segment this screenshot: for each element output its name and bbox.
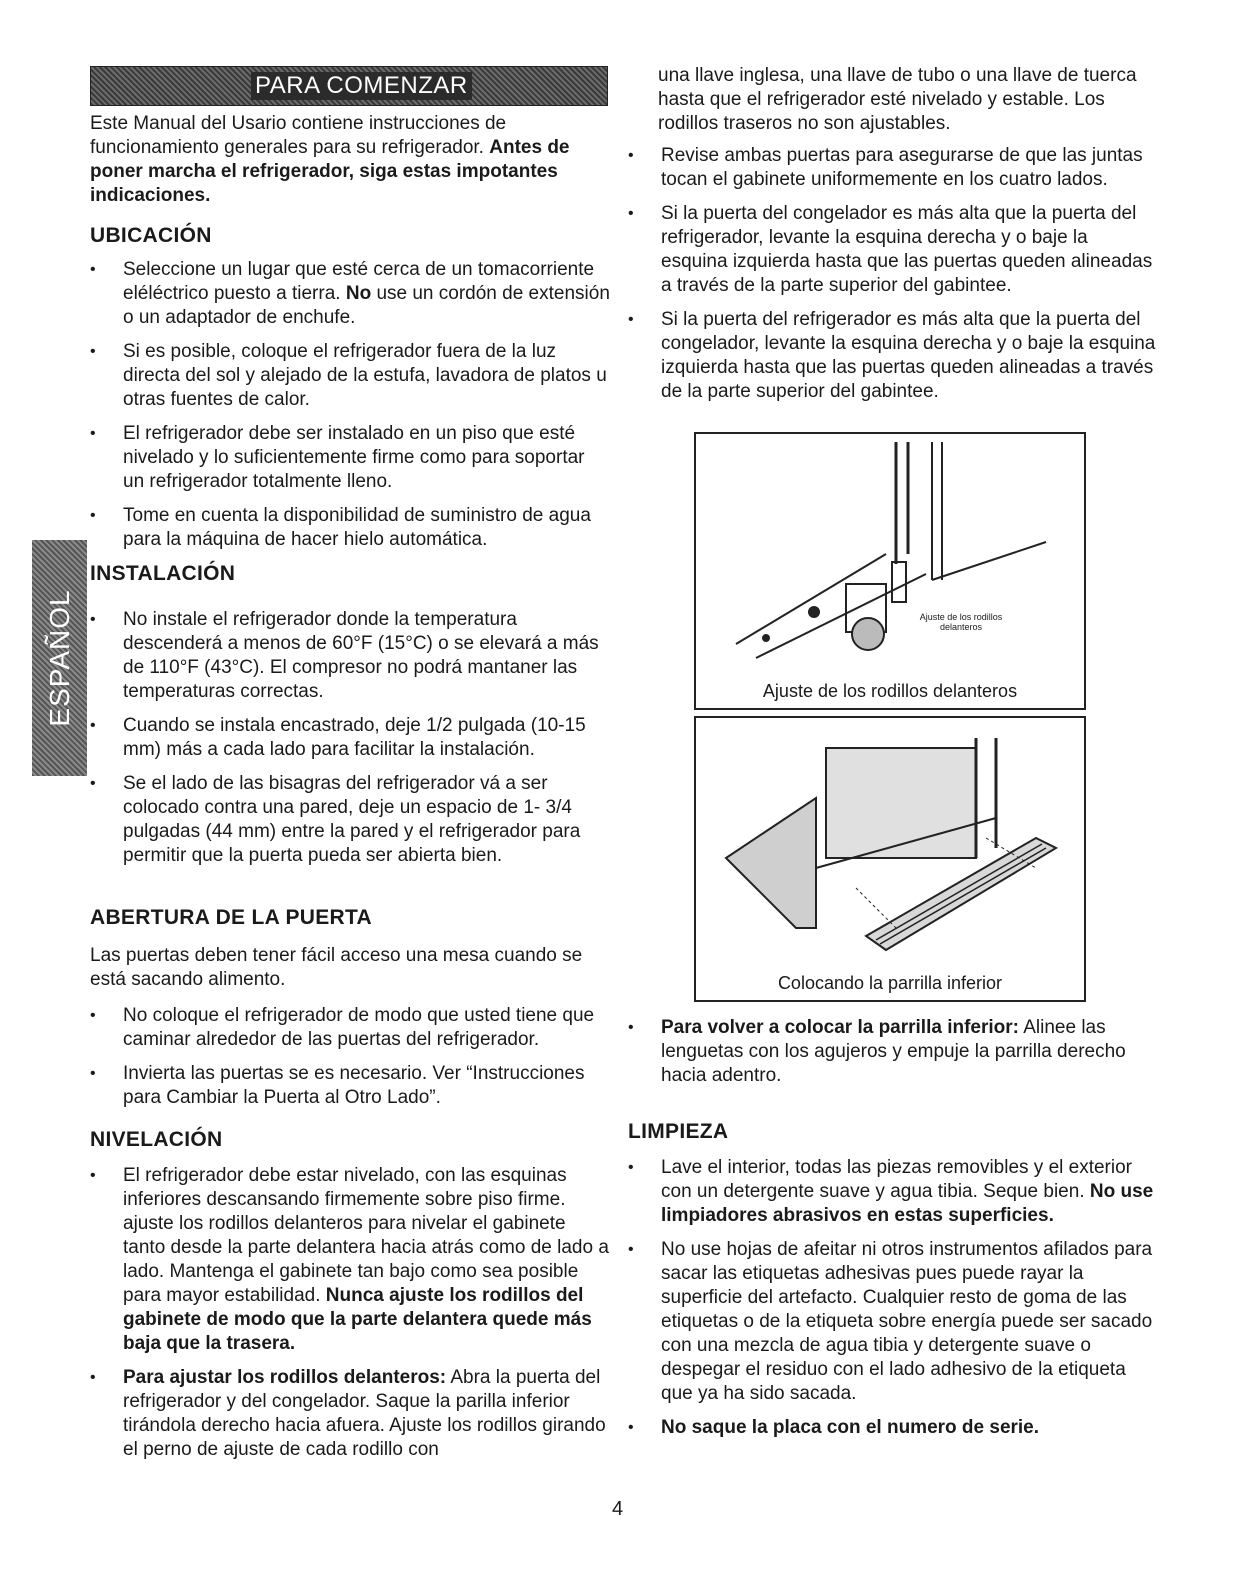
intro-text: Este Manual del Usario contiene instrucciones de funcionamiento generales para su refrigerador.	[90, 113, 507, 158]
list-item: • No use hojas de afeitar ni otros instrumentos afilados para sacar las etiquetas adhesivas pues puede rayar la superficie del artefacto. Cualquier resto de goma de las etiquetas o de la etiqueta sobre energía puede ser sacado con una mezcla de agua tibia y detergente suave o despegar el residuo con el lado adhesivo de la etiqueta que ya ha sido sacada.	[628, 1238, 1158, 1406]
list-item	[90, 340, 610, 412]
list-instalacion	[90, 608, 610, 878]
item-bold: No saque la placa con el numero de serie.	[661, 1417, 1040, 1438]
grille-illustration	[696, 718, 1084, 968]
list-right	[628, 144, 1158, 414]
abertura-paragraph: Las puertas deben tener fácil acceso una mesa cuando se está sacando alimento.	[90, 945, 583, 990]
item-text: Lave el interior, todas las piezas removibles y el exterior con un detergente suave y agua tibia. Seque bien.	[661, 1157, 1133, 1202]
list-item	[90, 504, 610, 552]
list-item: • Revise ambas puertas para asegurarse de que las juntas tocan el gabinete uniformemente en los cuatro lados.	[628, 144, 1158, 192]
intro-bold: Antes de poner marcha el refrigerador, siga estas impotantes indicaciones.	[90, 137, 570, 206]
figure2-caption: Colocando la parrilla inferior	[777, 973, 1003, 993]
rollers-illustration	[696, 434, 1084, 674]
continued-paragraph: una llave inglesa, una llave de tubo o una llave de tuerca hasta que el refrigerador esté nivelado y estable. Los rodillos traseros no son ajustables.	[658, 65, 1137, 134]
figure-rollers	[694, 432, 1086, 710]
item-text: Seleccione un lugar que esté cerca de un tomacorriente eléléctrico puesto a tierra.	[123, 259, 595, 304]
figure-grille	[694, 716, 1086, 1002]
item-text: Tome en cuenta la disponibilidad de suministro de agua para la máquina de hacer hielo automática.	[123, 505, 591, 550]
item-bold: No use limpiadores abrasivos en estas superficies.	[661, 1181, 1154, 1226]
item-bold: Para ajustar los rodillos delanteros:	[123, 1367, 447, 1388]
list-item	[90, 1366, 610, 1462]
list-nivelacion	[90, 1164, 610, 1472]
list-item: • Si la puerta del congelador es más alta que la puerta del refrigerador, levante la esquina derecha y o baje la esquina izquierda hasta que las puertas queden alineadas a través de la parte superior del gabintee.	[628, 202, 1158, 298]
language-side-tab	[32, 540, 87, 776]
list-item	[90, 422, 610, 494]
list-item	[628, 1156, 1158, 1228]
heading-nivelacion: NIVELACIÓN	[90, 1128, 223, 1151]
list-item: • Si la puerta del refrigerador es más alta que la puerta del congelador, levante la esquina derecha y o baje la esquina izquierda hasta que las puertas queden alineadas a través de la parte superior del gabintee.	[628, 308, 1158, 404]
item-text: Abra la puerta del refrigerador y del congelador. Saque la parilla inferior tirándola derecho hacia afuera. Ajuste los rodillos girando el perno de ajuste de cada rodillo con	[123, 1367, 606, 1460]
list-item	[90, 258, 610, 330]
banner-title: PARA COMENZAR	[251, 72, 472, 100]
list-item: • Cuando se instala encastrado, deje 1/2 pulgada (10-15 mm) más a cada lado para facilitar la instalación.	[90, 714, 610, 762]
list-limpieza	[628, 1156, 1158, 1450]
list-parrilla	[628, 1016, 1158, 1098]
list-item	[628, 1416, 1158, 1440]
item-text: El refrigerador debe ser instalado en un piso que esté nivelado y lo suficientemente firme como para soportar un refrigerador totalmente lleno.	[123, 423, 585, 492]
list-abertura	[90, 1004, 610, 1120]
figure1-caption: Ajuste de los rodillos delanteros	[762, 681, 1018, 701]
item-text: Alinee las lenguetas con los agujeros y empuje la parrilla derecho hacia adentro.	[661, 1017, 1126, 1086]
item-text: use un cordón de extensión o un adaptador de enchufe.	[123, 283, 610, 328]
item-bold: Nunca ajuste los rodillos del gabinete de modo que la parte delantera quede más baja que la trasera.	[123, 1285, 592, 1354]
list-item: • No coloque el refrigerador de modo que usted tiene que caminar alrededor de las puertas del refrigerador.	[90, 1004, 610, 1052]
heading-abertura: ABERTURA DE LA PUERTA	[90, 906, 373, 929]
intro-paragraph	[90, 112, 610, 208]
list-item: • Se el lado de las bisagras del refrigerador vá a ser colocado contra una pared, deje un espacio de 1- 3/4 pulgadas (44 mm) entre la pared y el refrigerador para permitir que la puerta pueda ser abierta bien.	[90, 772, 610, 868]
item-text: Si es posible, coloque el refrigerador fuera de la luz directa del sol y alejado de la estufa, lavadora de platos u otras fuentes de calor.	[123, 341, 607, 410]
heading-ubicacion: UBICACIÓN	[90, 224, 212, 247]
heading-instalacion: INSTALACIÓN	[90, 562, 236, 585]
item-text: El refrigerador debe estar nivelado, con las esquinas inferiores descansando firmemente sobre piso firme. ajuste los rodillos delanteros para nivelar el gabinete tanto desde la parte delantera hacia atrás como de lado a lado. Mantenga el gabinete tan bajo como sea posible para mayor estabilidad.	[123, 1165, 609, 1306]
figure1-callout: Ajuste de los rodillos delanteros	[919, 612, 1003, 632]
item-bold: No	[345, 283, 372, 304]
list-item: • Invierta las puertas se es necesario. Ver “Instrucciones para Cambiar la Puerta al Otro Lado”.	[90, 1062, 610, 1110]
page-number: 4	[612, 1498, 624, 1520]
side-tab-label: ESPAÑOL	[43, 589, 75, 727]
section-banner	[90, 66, 608, 106]
list-item: • No instale el refrigerador donde la temperatura descenderá a menos de 60°F (15°C) o se elevará a más de 110°F (43°C). El compresor no podrá mantaner las temperaturas correctas.	[90, 608, 610, 704]
item-bold: Para volver a colocar la parrilla inferior:	[661, 1017, 1019, 1038]
list-ubicacion	[90, 258, 610, 562]
heading-limpieza: LIMPIEZA	[628, 1120, 729, 1143]
list-item	[628, 1016, 1158, 1088]
list-item	[90, 1164, 610, 1356]
